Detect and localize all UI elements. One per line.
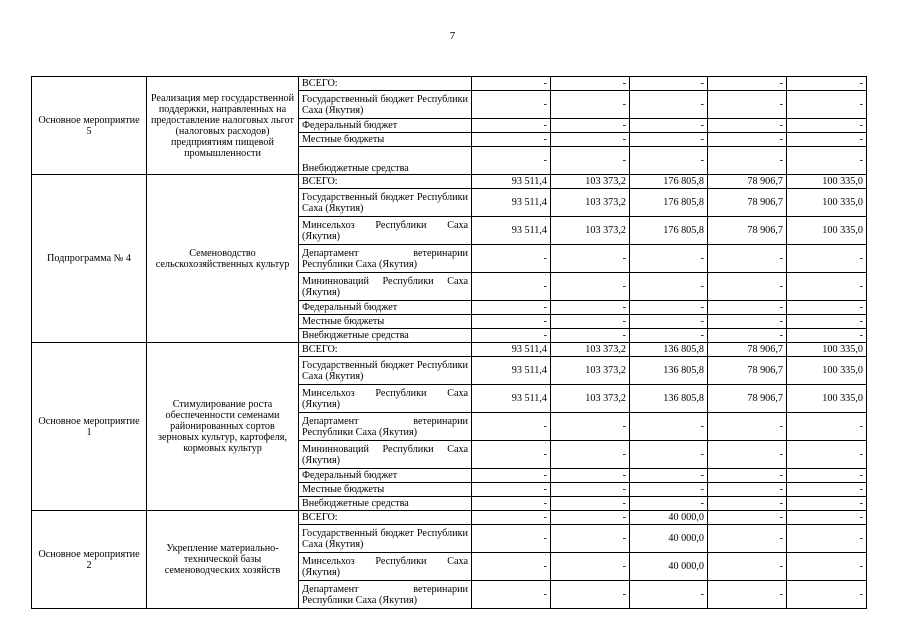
- value-cell: -: [708, 497, 787, 511]
- value-cell: -: [708, 511, 787, 525]
- funding-source-cell: Внебюджетные средства: [299, 497, 472, 511]
- value-cell: -: [787, 91, 867, 119]
- value-cell: -: [787, 245, 867, 273]
- value-cell: 40 000,0: [630, 511, 708, 525]
- value-cell: -: [708, 553, 787, 581]
- value-cell: 78 906,7: [708, 357, 787, 385]
- value-cell: -: [708, 441, 787, 469]
- value-cell: -: [472, 77, 551, 91]
- value-cell: -: [787, 273, 867, 301]
- value-cell: -: [630, 469, 708, 483]
- value-cell: -: [472, 329, 551, 343]
- funding-source-cell: [299, 91, 472, 119]
- value-cell: -: [630, 315, 708, 329]
- funding-source-cell: Федеральный бюджет: [299, 469, 472, 483]
- row-description-cell: Стимулирование роста обеспеченности семенами районированных сортов зерновых культур, картофеля, кормовых культур: [147, 343, 299, 511]
- value-cell: -: [551, 497, 630, 511]
- row-description-cell: Укрепление материально-технической базы семеноводческих хозяйств: [147, 511, 299, 609]
- value-cell: -: [472, 273, 551, 301]
- value-cell: 93 511,4: [472, 175, 551, 189]
- value-cell: 103 373,2: [551, 343, 630, 357]
- value-cell: -: [630, 301, 708, 315]
- value-cell: 93 511,4: [472, 189, 551, 217]
- value-cell: -: [630, 497, 708, 511]
- funding-source-text: Минсельхоз Республики Саха (Якутия): [302, 387, 468, 410]
- value-cell: -: [708, 329, 787, 343]
- value-cell: 100 335,0: [787, 385, 867, 413]
- value-cell: -: [472, 553, 551, 581]
- value-cell: -: [472, 147, 551, 175]
- value-cell: -: [708, 91, 787, 119]
- value-cell: -: [787, 553, 867, 581]
- value-cell: -: [787, 133, 867, 147]
- value-cell: -: [472, 301, 551, 315]
- funding-source-cell: ВСЕГО:: [299, 175, 472, 189]
- table-row: [32, 77, 867, 91]
- value-cell: -: [472, 441, 551, 469]
- value-cell: -: [630, 581, 708, 609]
- value-cell: -: [472, 119, 551, 133]
- value-cell: -: [472, 245, 551, 273]
- row-name-cell: Основное мероприятие 2: [32, 511, 147, 609]
- value-cell: -: [630, 441, 708, 469]
- funding-source-text: Государственный бюджет Республики Саха (Якутия): [302, 93, 468, 116]
- value-cell: 100 335,0: [787, 175, 867, 189]
- funding-source-cell: [299, 413, 472, 441]
- value-cell: -: [630, 91, 708, 119]
- value-cell: 93 511,4: [472, 217, 551, 245]
- funding-source-text: Минсельхоз Республики Саха (Якутия): [302, 555, 468, 578]
- row-name-cell: Основное мероприятие 5: [32, 77, 147, 175]
- value-cell: 136 805,8: [630, 343, 708, 357]
- value-cell: -: [472, 581, 551, 609]
- value-cell: -: [708, 483, 787, 497]
- value-cell: -: [787, 315, 867, 329]
- value-cell: -: [472, 91, 551, 119]
- value-cell: 100 335,0: [787, 357, 867, 385]
- value-cell: -: [708, 469, 787, 483]
- value-cell: 103 373,2: [551, 357, 630, 385]
- value-cell: -: [551, 273, 630, 301]
- value-cell: 93 511,4: [472, 385, 551, 413]
- funding-source-cell: [299, 189, 472, 217]
- funding-source-cell: [299, 385, 472, 413]
- funding-source-cell: [299, 525, 472, 553]
- table-row: [32, 343, 867, 357]
- value-cell: -: [551, 525, 630, 553]
- funding-source-cell: [299, 217, 472, 245]
- value-cell: -: [472, 133, 551, 147]
- value-cell: -: [551, 119, 630, 133]
- value-cell: -: [787, 511, 867, 525]
- funding-source-text: Минсельхоз Республики Саха (Якутия): [302, 219, 468, 242]
- value-cell: -: [551, 245, 630, 273]
- value-cell: -: [787, 77, 867, 91]
- value-cell: -: [630, 273, 708, 301]
- funding-source-text: Департамент ветеринарии Республики Саха (Якутия): [302, 583, 468, 606]
- value-cell: -: [630, 483, 708, 497]
- table-row: [32, 175, 867, 189]
- value-cell: -: [708, 273, 787, 301]
- value-cell: -: [630, 133, 708, 147]
- value-cell: -: [551, 581, 630, 609]
- funding-source-cell: [299, 581, 472, 609]
- value-cell: -: [551, 91, 630, 119]
- funding-source-text: Государственный бюджет Республики Саха (Якутия): [302, 191, 468, 214]
- value-cell: 100 335,0: [787, 343, 867, 357]
- funding-source-text: Департамент ветеринарии Республики Саха (Якутия): [302, 247, 468, 270]
- value-cell: -: [787, 329, 867, 343]
- value-cell: 93 511,4: [472, 357, 551, 385]
- budget-table: [31, 76, 867, 609]
- value-cell: 136 805,8: [630, 385, 708, 413]
- value-cell: -: [551, 441, 630, 469]
- value-cell: -: [787, 525, 867, 553]
- funding-source-cell: Местные бюджеты: [299, 133, 472, 147]
- funding-source-cell: Федеральный бюджет: [299, 119, 472, 133]
- value-cell: 176 805,8: [630, 175, 708, 189]
- value-cell: -: [787, 441, 867, 469]
- value-cell: -: [472, 315, 551, 329]
- value-cell: 176 805,8: [630, 189, 708, 217]
- value-cell: -: [787, 469, 867, 483]
- value-cell: -: [551, 553, 630, 581]
- value-cell: -: [551, 301, 630, 315]
- value-cell: 78 906,7: [708, 385, 787, 413]
- funding-source-cell: [299, 357, 472, 385]
- value-cell: -: [708, 525, 787, 553]
- value-cell: 176 805,8: [630, 217, 708, 245]
- value-cell: 100 335,0: [787, 189, 867, 217]
- value-cell: -: [708, 413, 787, 441]
- row-name-cell: Подпрограмма № 4: [32, 175, 147, 343]
- value-cell: -: [630, 77, 708, 91]
- value-cell: -: [551, 483, 630, 497]
- value-cell: 78 906,7: [708, 189, 787, 217]
- value-cell: -: [551, 315, 630, 329]
- value-cell: -: [708, 245, 787, 273]
- value-cell: -: [787, 119, 867, 133]
- value-cell: -: [472, 511, 551, 525]
- row-description-cell: Реализация мер государственной поддержки, направленных на предоставление налоговых льгот (налоговых расходов) предприятиям пищевой промышленности: [147, 77, 299, 175]
- value-cell: -: [630, 119, 708, 133]
- value-cell: -: [551, 469, 630, 483]
- funding-source-text: Мининноваций Республики Саха (Якутия): [302, 443, 468, 466]
- funding-source-cell: ВСЕГО:: [299, 77, 472, 91]
- value-cell: -: [787, 581, 867, 609]
- value-cell: -: [708, 133, 787, 147]
- value-cell: -: [787, 301, 867, 315]
- funding-source-text: Мининноваций Республики Саха (Якутия): [302, 275, 468, 298]
- value-cell: -: [551, 147, 630, 175]
- value-cell: -: [551, 511, 630, 525]
- value-cell: 93 511,4: [472, 343, 551, 357]
- value-cell: -: [551, 133, 630, 147]
- funding-source-cell: Местные бюджеты: [299, 483, 472, 497]
- value-cell: -: [472, 525, 551, 553]
- value-cell: -: [551, 77, 630, 91]
- funding-source-cell: Внебюджетные средства: [299, 329, 472, 343]
- value-cell: -: [630, 147, 708, 175]
- value-cell: 100 335,0: [787, 217, 867, 245]
- value-cell: -: [472, 483, 551, 497]
- value-cell: 78 906,7: [708, 217, 787, 245]
- value-cell: -: [708, 315, 787, 329]
- value-cell: 78 906,7: [708, 343, 787, 357]
- value-cell: -: [472, 469, 551, 483]
- value-cell: -: [708, 77, 787, 91]
- value-cell: -: [630, 245, 708, 273]
- value-cell: -: [551, 413, 630, 441]
- value-cell: -: [787, 147, 867, 175]
- funding-source-cell: [299, 245, 472, 273]
- value-cell: -: [708, 581, 787, 609]
- value-cell: -: [630, 413, 708, 441]
- funding-source-cell: ВСЕГО:: [299, 511, 472, 525]
- value-cell: 103 373,2: [551, 385, 630, 413]
- value-cell: 103 373,2: [551, 175, 630, 189]
- page-number: 7: [449, 30, 456, 42]
- funding-source-cell: [299, 441, 472, 469]
- funding-source-cell: Федеральный бюджет: [299, 301, 472, 315]
- value-cell: 136 805,8: [630, 357, 708, 385]
- funding-source-text: Государственный бюджет Республики Саха (Якутия): [302, 527, 468, 550]
- value-cell: -: [630, 329, 708, 343]
- value-cell: -: [787, 497, 867, 511]
- funding-source-cell: [299, 553, 472, 581]
- value-cell: -: [708, 301, 787, 315]
- funding-source-cell: ВСЕГО:: [299, 343, 472, 357]
- funding-source-cell: Внебюджетные средства: [299, 147, 472, 175]
- funding-source-text: Государственный бюджет Республики Саха (Якутия): [302, 359, 468, 382]
- table-row: [32, 511, 867, 525]
- funding-source-cell: Местные бюджеты: [299, 315, 472, 329]
- value-cell: 103 373,2: [551, 189, 630, 217]
- value-cell: -: [472, 497, 551, 511]
- value-cell: -: [787, 413, 867, 441]
- value-cell: -: [708, 119, 787, 133]
- value-cell: -: [787, 483, 867, 497]
- value-cell: -: [708, 147, 787, 175]
- value-cell: 40 000,0: [630, 553, 708, 581]
- value-cell: 40 000,0: [630, 525, 708, 553]
- value-cell: 78 906,7: [708, 175, 787, 189]
- funding-source-cell: [299, 273, 472, 301]
- row-name-cell: Основное мероприятие 1: [32, 343, 147, 511]
- value-cell: -: [472, 413, 551, 441]
- funding-source-text: Департамент ветеринарии Республики Саха (Якутия): [302, 415, 468, 438]
- row-description-cell: Семеноводство сельскохозяйственных культур: [147, 175, 299, 343]
- value-cell: 103 373,2: [551, 217, 630, 245]
- value-cell: -: [551, 329, 630, 343]
